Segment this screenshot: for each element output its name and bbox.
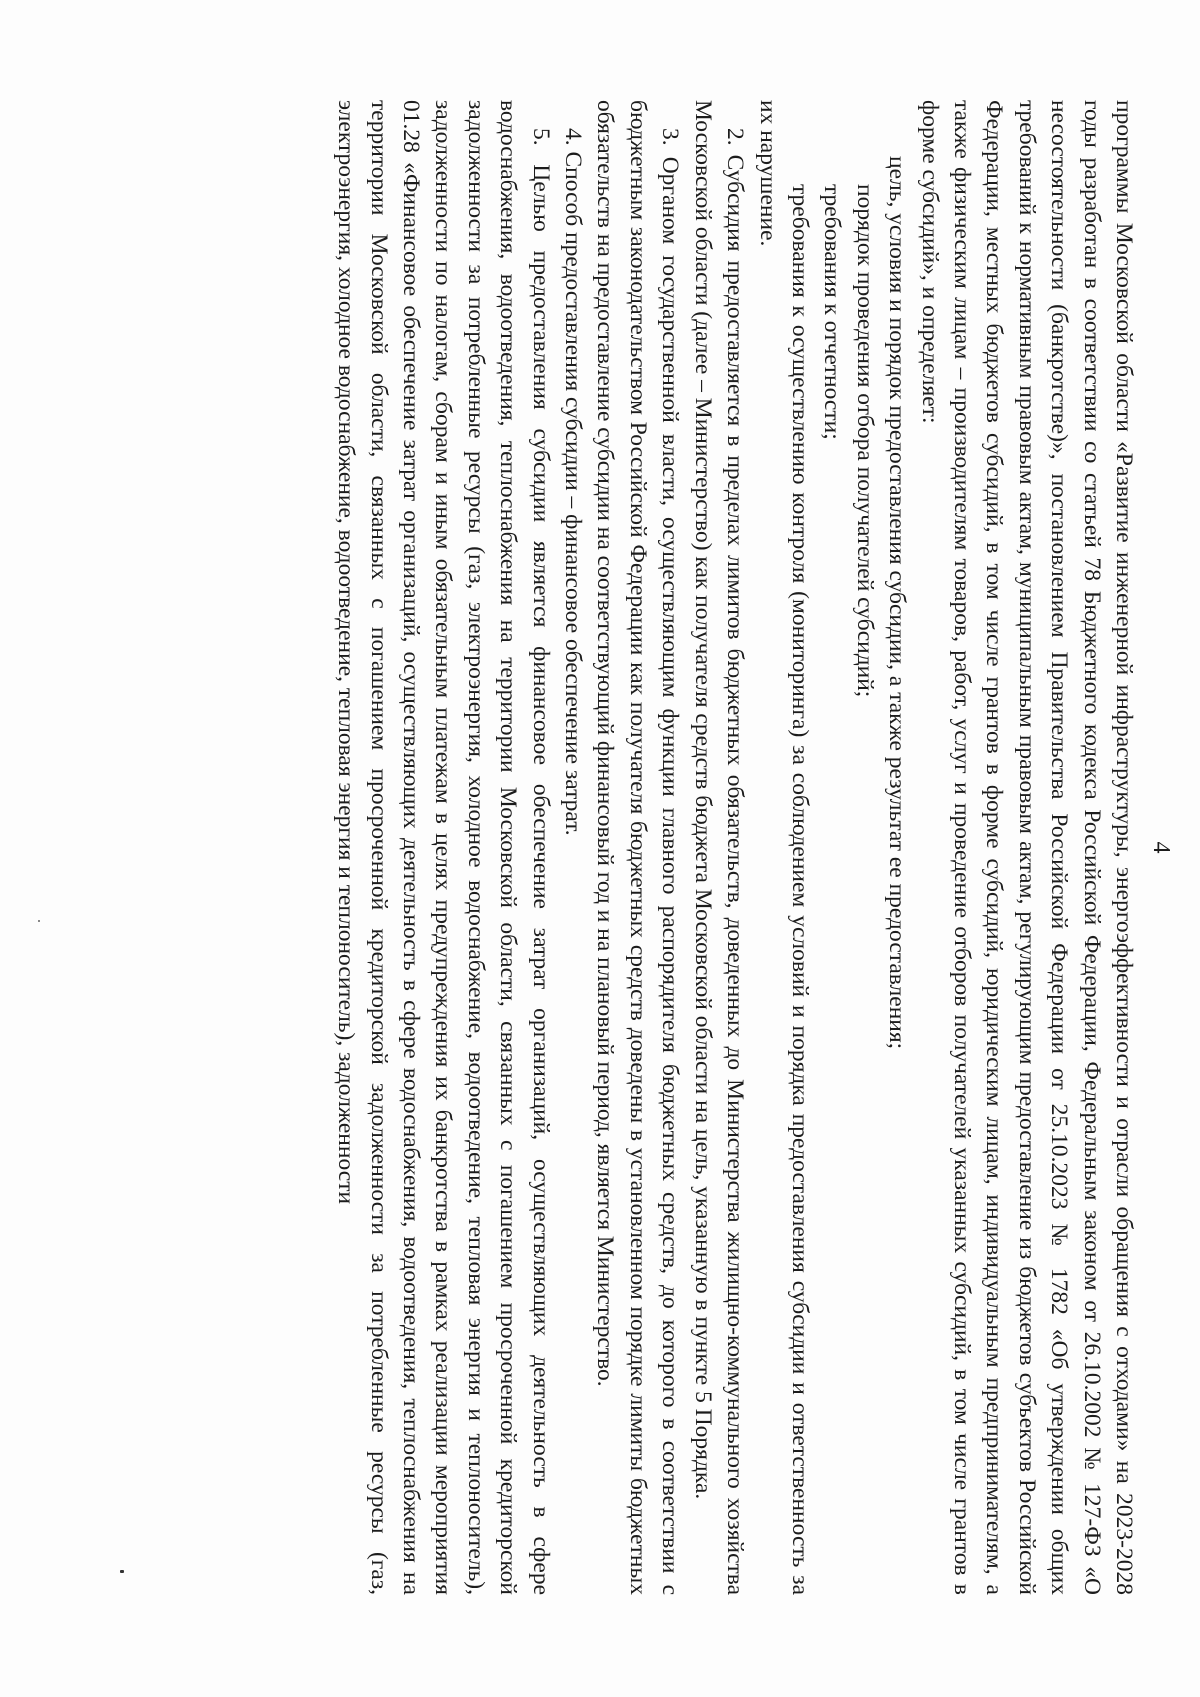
list-item-selection: порядок проведения отбора получателей субсидий; — [851, 184, 878, 698]
paragraph-clause-2: 2. Субсидия предоставляется в пределах лимитов бюджетных обязательств, доведенных до Министерства жилищно-коммунального хозяйства Московской области (далее – Министерство) как получателя средств бюджета Московской области на цель, указанную в пункте 5 Порядка. — [689, 100, 749, 1595]
paragraph-intro: программы Московской области «Развитие инженерной инфраструктуры, энергоэффективности и отрасли обращения с отходами» на 2023-2028 годы разработан в соответствии со статьей 78 Бюджетного кодекса Российской Федерации, Федеральным законом от 26.10.2002 № 127-ФЗ «О несостоятельности (банкротстве)», постановлением Правительства Российской Федерации от 25.10.2023 № 1782 «Об утверждении общих требований к нормативным правовым актам, муниципальным правовым актам, регулирующим предоставление из бюджетов субъектов Российской Федерации, местных бюджетов субсидий, в том числе грантов в форме субсидий, юридическим лицам, индивидуальным предпринимателям, а также физическим лицам – производителям товаров, работ, услуг и проведение отборов получателей указанных субсидий, в том числе грантов в форме субсидий», и определяет: — [916, 100, 1137, 1595]
document-body — [330, 100, 1140, 1595]
list-item-reporting: требования к отчетности; — [819, 184, 846, 440]
scan-speck — [38, 920, 40, 922]
list-item-goal: цель, условия и порядок предоставления субсидии, а также результат ее предоставления; — [884, 156, 911, 1050]
paragraph-clause-3: 3. Органом государственной власти, осуществляющим функции главного распорядителя бюджетных средств, до которого в соответствии с бюджетным законодательством Российской Федерации как получателя бюджетных средств доведены в установленном порядке лимиты бюджетных обязательств на предоставление субсидии на соответствующий финансовый год и на плановый период, является Министерство. — [592, 100, 684, 1595]
list-item-control: требования к осуществлению контроля (мониторинга) за соблюдением условий и порядка предоставления субсидии и ответственность за их нарушение. — [754, 100, 813, 1595]
paragraph-clause-5: 5. Целью предоставления субсидии является финансовое обеспечение затрат организаций, осуществляющих деятельность в сфере водоснабжения, водоотведения, теплоснабжения на территории Московской области, связанных с погашением просроченной кредиторской задолженности за потребленные ресурсы (газ, электроэнергия, холодное водоснабжение, водоотведение, тепловая энергия и теплоноситель), задолженности по налогам, сборам и иным обязательным платежам в целях предупреждения их банкротства в рамках реализации мероприятия 01.28 «Финансовое обеспечение затрат организаций, осуществляющих деятельность в сфере водоснабжения, водоотведения, теплоснабжения на территории Московской области, связанных с погашением просроченной кредиторской задолженности за потребленные ресурсы (газ, электроэнергия, холодное водоснабжение, водоотведение, тепловая энергия и теплоноситель), задолженности — [333, 100, 554, 1595]
scan-speck — [120, 1570, 124, 1573]
paragraph-clause-4: 4. Способ предоставления субсидии – финансовое обеспечение затрат. — [560, 128, 587, 836]
rotated-page-content — [200, 100, 1200, 1640]
page-number: 4 — [1148, 841, 1174, 854]
